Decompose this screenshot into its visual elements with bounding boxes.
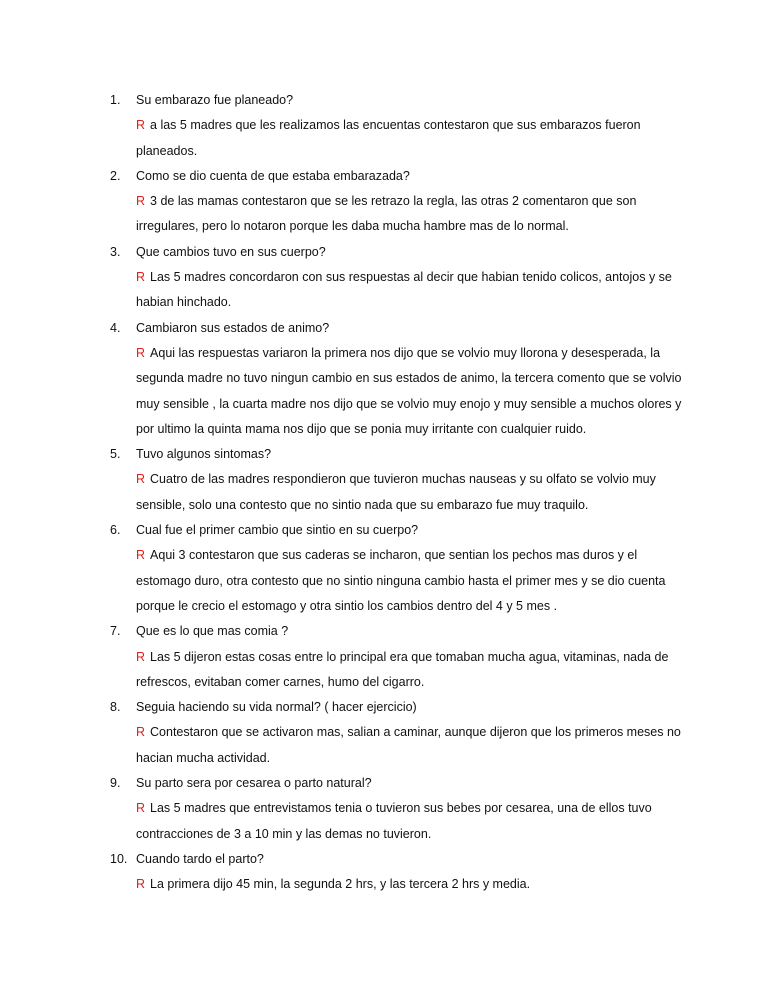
question-text: Como se dio cuenta de que estaba embarazada? bbox=[136, 168, 410, 183]
question-text: Que es lo que mas comia ? bbox=[136, 624, 289, 639]
item-number: 3. bbox=[110, 244, 121, 259]
answer-marker: R bbox=[136, 548, 146, 563]
question-text: Cambiaron sus estados de animo? bbox=[136, 320, 330, 335]
answer-block bbox=[136, 720, 690, 771]
answer-marker: R bbox=[136, 649, 146, 664]
answer-text: Las 5 madres que entrevistamos tenia o tuvieron sus bebes por cesarea, una de ellos tuvo contracciones de 3 a 10 min y las demas no tuvieron. bbox=[136, 801, 652, 841]
question-text: Cual fue el primer cambio que sintio en su cuerpo? bbox=[136, 523, 419, 538]
answer-marker: R bbox=[136, 118, 146, 133]
answer-text: Cuatro de las madres respondieron que tuvieron muchas nauseas y su olfato se volvio muy sensible, solo una contesto que no sintio nada que su embarazo fue muy traquilo. bbox=[136, 472, 656, 512]
answer-block bbox=[136, 796, 690, 847]
item-number: 4. bbox=[110, 320, 121, 335]
answer-text: Aqui las respuestas variaron la primera nos dijo que se volvio muy llorona y desesperada, la segunda madre no tuvo ningun cambio en sus estados de animo, la tercera comento que se volvio muy sensible , la cuarta madre nos dijo que se volvio muy enojo y muy sensible a muchos olores y por ultimo la quinta mama nos dijo que se ponia muy irritante con cualquier ruido. bbox=[136, 345, 682, 436]
item-number: 8. bbox=[110, 700, 121, 715]
answer-marker: R bbox=[136, 270, 146, 285]
answer-block bbox=[136, 467, 690, 518]
question-text: Su embarazo fue planeado? bbox=[136, 93, 294, 107]
list-item bbox=[110, 88, 690, 164]
answer-block bbox=[136, 265, 690, 316]
item-number: 6. bbox=[110, 523, 121, 538]
answer-marker: R bbox=[136, 725, 146, 740]
list-item bbox=[110, 695, 690, 771]
answer-marker: R bbox=[136, 194, 146, 209]
answer-block bbox=[136, 341, 690, 442]
item-number: 2. bbox=[110, 168, 121, 183]
answer-marker: R bbox=[136, 801, 146, 816]
answer-text: 3 de las mamas contestaron que se les retrazo la regla, las otras 2 comentaron que son irregulares, pero lo notaron porque les daba mucha hambre mas de lo normal. bbox=[136, 194, 637, 234]
list-item bbox=[110, 442, 690, 518]
question-text: Cuando tardo el parto? bbox=[136, 851, 264, 866]
list-item bbox=[110, 164, 690, 240]
answer-text: Aqui 3 contestaron que sus caderas se incharon, que sentian los pechos mas duros y el estomago duro, otra contesto que no sintio ninguna cambio hasta el primer mes y se dio cuenta porque le crecio el estomago y otra sintio los cambios dentro del 4 y 5 mes . bbox=[136, 548, 666, 613]
answer-block bbox=[136, 189, 690, 240]
answer-block bbox=[136, 113, 690, 164]
item-number: 5. bbox=[110, 447, 121, 462]
answer-text: La primera dijo 45 min, la segunda 2 hrs, y las tercera 2 hrs y media. bbox=[150, 877, 531, 892]
answer-text: a las 5 madres que les realizamos las encuentas contestaron que sus embarazos fueron planeados. bbox=[136, 118, 641, 158]
answer-block bbox=[136, 645, 690, 696]
item-number: 10. bbox=[110, 851, 128, 866]
answer-text: Contestaron que se activaron mas, salian a caminar, aunque dijeron que los primeros meses no hacian mucha actividad. bbox=[136, 725, 681, 765]
question-text: Seguia haciendo su vida normal? ( hacer ejercicio) bbox=[136, 700, 417, 715]
answer-block bbox=[136, 872, 690, 897]
list-item bbox=[110, 518, 690, 619]
question-text: Que cambios tuvo en sus cuerpo? bbox=[136, 244, 326, 259]
question-list bbox=[110, 88, 690, 898]
answer-marker: R bbox=[136, 877, 146, 892]
item-number: 7. bbox=[110, 624, 121, 639]
list-item bbox=[110, 771, 690, 847]
item-number: 1. bbox=[110, 93, 121, 107]
answer-text: Las 5 dijeron estas cosas entre lo principal era que tomaban mucha agua, vitaminas, nada de refrescos, evitaban comer carnes, humo del cigarro. bbox=[136, 649, 669, 689]
list-item bbox=[110, 847, 690, 898]
answer-marker: R bbox=[136, 345, 146, 360]
item-number: 9. bbox=[110, 776, 121, 791]
list-item bbox=[110, 316, 690, 442]
question-text: Tuvo algunos sintomas? bbox=[136, 447, 272, 462]
answer-marker: R bbox=[136, 472, 146, 487]
answer-block bbox=[136, 543, 690, 619]
list-item bbox=[110, 240, 690, 316]
list-item bbox=[110, 619, 690, 695]
answer-text: Las 5 madres concordaron con sus respuestas al decir que habian tenido colicos, antojos y se habian hinchado. bbox=[136, 270, 672, 310]
question-text: Su parto sera por cesarea o parto natural? bbox=[136, 776, 372, 791]
